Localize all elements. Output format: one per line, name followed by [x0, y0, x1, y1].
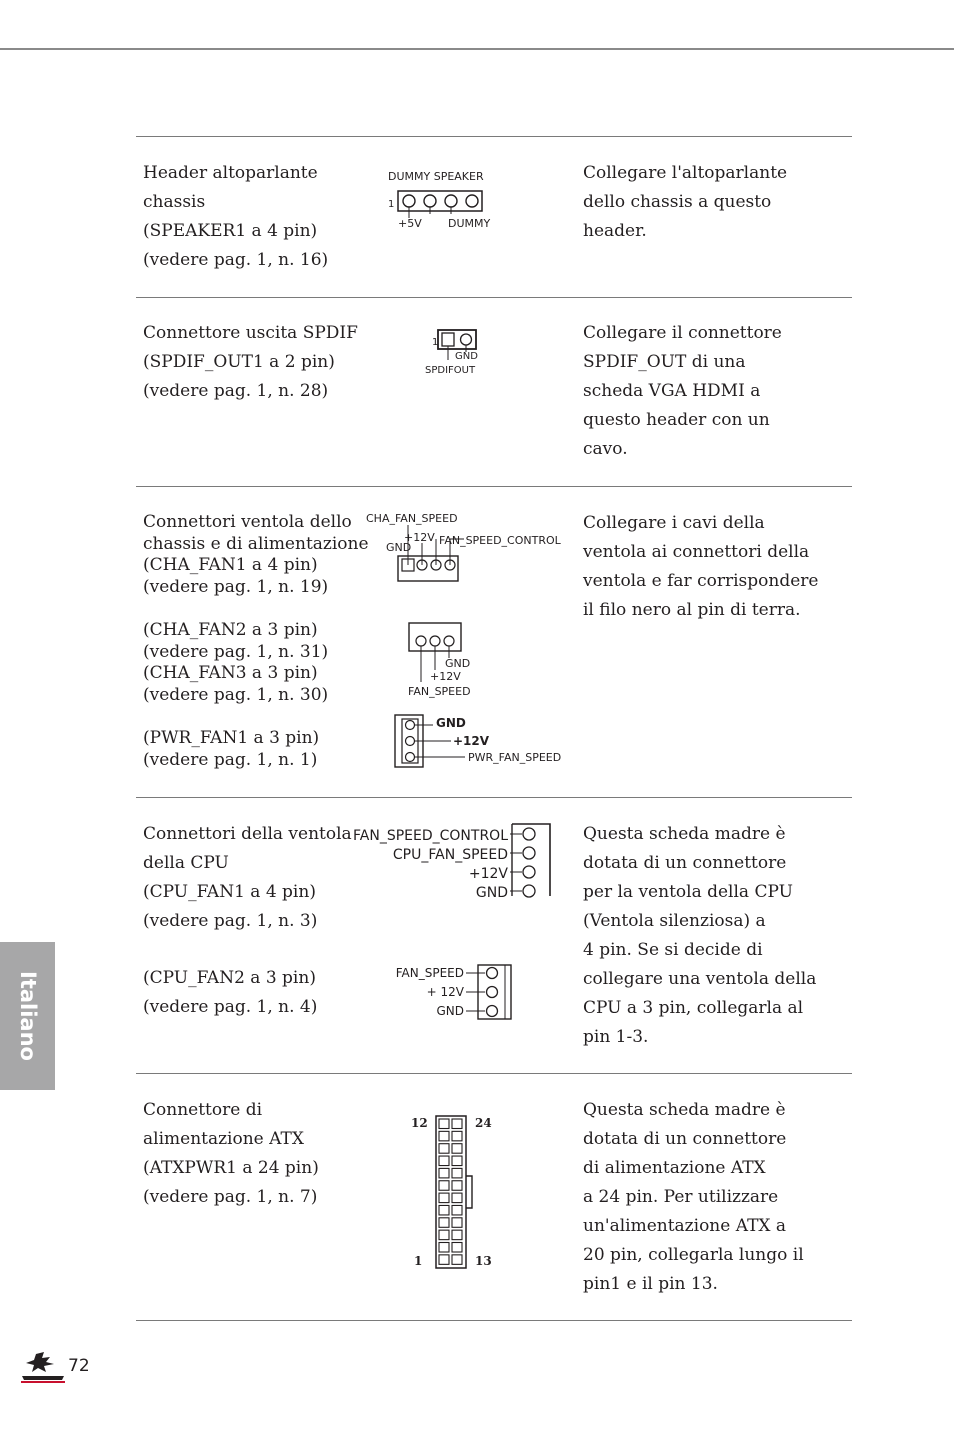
power-fan-description — [143, 728, 319, 771]
diagram-label: GND — [436, 716, 466, 730]
text-line: Connettori della ventola — [143, 824, 352, 844]
header-rule — [0, 48, 954, 50]
text-line: (vedere pag. 1, n. 3) — [143, 911, 318, 931]
diagram-label: 12 — [411, 1116, 428, 1130]
text-line: (ATXPWR1 a 24 pin) — [143, 1158, 319, 1178]
cpu-fan2-diagram — [390, 962, 520, 1028]
atx-pin — [439, 1119, 449, 1129]
text-line: di alimentazione ATX — [583, 1158, 766, 1178]
diagram-label: DUMMY — [448, 217, 491, 230]
atx-pin — [452, 1205, 462, 1215]
atx-pin — [452, 1168, 462, 1178]
diagram-label: 24 — [475, 1116, 492, 1130]
diagram-label: +12V — [404, 531, 435, 544]
text-line: SPDIF_OUT di una — [583, 352, 746, 372]
diagram-label: + 12V — [426, 985, 464, 999]
table-rule — [136, 797, 852, 798]
atx-pin — [439, 1168, 449, 1178]
spdif-description — [143, 319, 358, 406]
text-line: (CPU_FAN2 a 3 pin) — [143, 968, 316, 988]
text-line: (vedere pag. 1, n. 7) — [143, 1187, 318, 1207]
text-line: della CPU — [143, 853, 229, 873]
text-line: (CHA_FAN2 a 3 pin) — [143, 620, 318, 640]
diagram-label: SPDIFOUT — [425, 365, 476, 376]
text-line: (CPU_FAN1 a 4 pin) — [143, 882, 316, 902]
text-line: (vedere pag. 1, n. 19) — [143, 576, 329, 597]
text-line: chassis — [143, 192, 206, 212]
diagram-label: CHA_FAN_SPEED — [366, 512, 458, 525]
table-rule — [136, 136, 852, 137]
text-line: Connettore di — [143, 1100, 263, 1120]
atx-power-diagram — [405, 1112, 505, 1278]
text-line: a 24 pin. Per utilizzare — [583, 1187, 779, 1207]
text-line: scheda VGA HDMI a — [583, 381, 761, 401]
atx-pin — [439, 1193, 449, 1203]
text-line: Collegare i cavi della — [583, 513, 765, 533]
diagram-label: 1 — [388, 199, 395, 210]
diagram-label: 1 — [432, 337, 439, 348]
diagram-label: 1 — [414, 1254, 423, 1268]
text-line: Connettore uscita SPDIF — [143, 323, 358, 343]
text-line: (Ventola silenziosa) a — [583, 911, 766, 931]
diagram-label: FAN_SPEED — [395, 966, 464, 980]
text-line: un'alimentazione ATX a — [583, 1216, 787, 1236]
atx-pin — [439, 1156, 449, 1166]
cha-fan1-diagram — [364, 509, 569, 591]
cha-fan2-diagram — [404, 620, 514, 706]
text-line: dotata di un connettore — [583, 1129, 787, 1149]
text-line: alimentazione ATX — [143, 1129, 304, 1149]
diagram-label: FAN_SPEED_CONTROL — [353, 828, 508, 844]
text-line: dello chassis a questo — [583, 192, 772, 212]
text-line: (CHA_FAN1 a 4 pin) — [143, 555, 318, 575]
text-line: il filo nero al pin di terra. — [583, 600, 801, 620]
atx-pin — [452, 1243, 462, 1253]
text-line: 4 pin. Se si decide di — [583, 940, 763, 960]
diagram-label: GND — [475, 885, 508, 900]
text-line: (vedere pag. 1, n. 30) — [143, 684, 329, 705]
cpu-fan2-description — [143, 964, 317, 1022]
text-line: pin 1-3. — [583, 1027, 649, 1047]
speaker-description — [143, 159, 328, 275]
diagram-label: DUMMY SPEAKER — [388, 170, 484, 183]
text-line: header. — [583, 221, 647, 241]
atx-pin — [439, 1255, 449, 1265]
atx-power-description — [143, 1096, 319, 1212]
text-line: (CHA_FAN3 a 3 pin) — [143, 663, 318, 683]
text-line: (vedere pag. 1, n. 4) — [143, 997, 318, 1017]
text-line: (vedere pag. 1, n. 28) — [143, 381, 329, 401]
text-line: (vedere pag. 1, n. 31) — [143, 641, 329, 662]
text-line: cavo. — [583, 439, 628, 459]
text-line: ventola e far corrispondere — [583, 571, 819, 591]
atx-pin — [439, 1144, 449, 1154]
text-line: (SPDIF_OUT1 a 2 pin) — [143, 352, 335, 372]
atx-pin — [439, 1230, 449, 1240]
atx-pin — [452, 1255, 462, 1265]
cpu-fan1-diagram — [350, 820, 560, 904]
atx-pin — [439, 1131, 449, 1141]
spdif-instruction — [583, 319, 782, 464]
diagram-label: FAN_SPEED — [408, 685, 471, 698]
diagram-label: GND — [436, 1004, 464, 1018]
text-line: (SPEAKER1 a 4 pin) — [143, 221, 318, 241]
speaker-instruction — [583, 159, 787, 246]
diagram-label: +12V — [468, 866, 508, 882]
atx-pin — [452, 1181, 462, 1191]
diagram-label: 13 — [475, 1254, 492, 1268]
pwr-fan-diagram — [393, 713, 578, 775]
text-line: Questa scheda madre è — [583, 1100, 786, 1120]
brand-logo-icon — [18, 1350, 68, 1390]
chassis-fan-instruction — [583, 509, 818, 625]
language-tab — [0, 942, 55, 1090]
text-line: 20 pin, collegarla lungo il — [583, 1245, 804, 1265]
cpu-fan-instruction — [583, 820, 816, 1052]
atx-pin — [452, 1144, 462, 1154]
page-number: 72 — [68, 1356, 90, 1376]
chassis-fan-description — [143, 512, 369, 598]
diagram-label: +12V — [453, 734, 490, 748]
table-rule — [136, 1320, 852, 1321]
text-line: Collegare il connettore — [583, 323, 782, 343]
diagram-label: +12V — [430, 670, 461, 683]
diagram-label: FAN_SPEED_CONTROL — [439, 534, 561, 547]
chassis-fan2-description — [143, 620, 328, 706]
atx-pin — [452, 1218, 462, 1228]
speaker-header-diagram — [384, 166, 514, 238]
atx-pin — [452, 1131, 462, 1141]
diagram-label: +5V — [398, 217, 422, 230]
diagram-label: GND — [386, 541, 412, 554]
diagram-label: GND — [445, 657, 471, 670]
table-rule — [136, 297, 852, 298]
text-line: chassis e di alimentazione — [143, 533, 369, 554]
atx-pin — [452, 1119, 462, 1129]
atx-pin — [439, 1218, 449, 1228]
spdif-header-diagram — [422, 326, 502, 384]
text-line: Questa scheda madre è — [583, 824, 786, 844]
cpu-fan-description — [143, 820, 352, 936]
text-line: (vedere pag. 1, n. 16) — [143, 250, 329, 270]
text-line: questo header con un — [583, 410, 770, 430]
text-line: Collegare l'altoparlante — [583, 163, 788, 183]
text-line: Connettori ventola dello — [143, 512, 352, 532]
text-line: (PWR_FAN1 a 3 pin) — [143, 728, 320, 748]
text-line: pin1 e il pin 13. — [583, 1274, 718, 1294]
atx-pin — [439, 1205, 449, 1215]
diagram-label: GND — [455, 351, 478, 362]
atx-power-instruction — [583, 1096, 804, 1299]
diagram-label: CPU_FAN_SPEED — [392, 847, 508, 863]
table-rule — [136, 486, 852, 487]
text-line: CPU a 3 pin, collegarla al — [583, 998, 804, 1018]
atx-pin — [452, 1230, 462, 1240]
diagram-label: PWR_FAN_SPEED — [468, 751, 562, 764]
atx-pin — [452, 1156, 462, 1166]
text-line: collegare una ventola della — [583, 969, 817, 989]
table-rule — [136, 1073, 852, 1074]
atx-pin — [439, 1181, 449, 1191]
text-line: Header altoparlante — [143, 163, 318, 183]
text-line: per la ventola della CPU — [583, 882, 793, 902]
text-line: dotata di un connettore — [583, 853, 787, 873]
atx-pin — [452, 1193, 462, 1203]
text-line: ventola ai connettori della — [583, 542, 810, 562]
atx-pin — [439, 1243, 449, 1253]
text-line: (vedere pag. 1, n. 1) — [143, 749, 318, 770]
language-tab-label: Italiano — [15, 971, 40, 1061]
